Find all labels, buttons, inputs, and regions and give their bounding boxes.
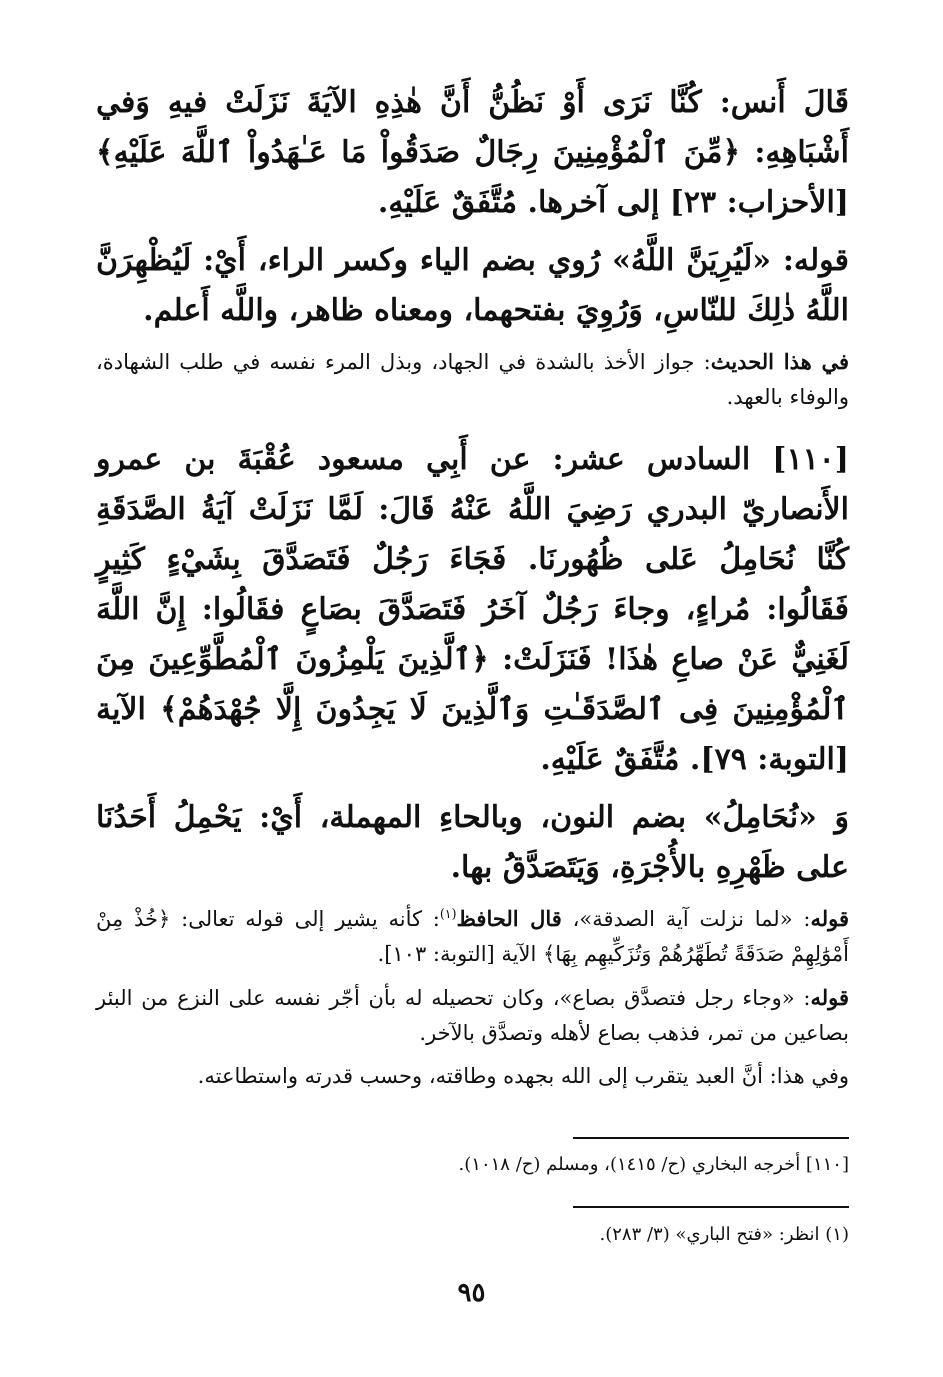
paragraph-text: : «وجاء رجل فتصدَّق بصاع»، وكان تحصيله له بأن أجّر نفسه على النزع من البئر بصاعين من تمر، فذهب بصاع لأهله وتصدَّق بالآخر. (96, 986, 849, 1045)
paragraph-text: : «لما نزلت آية الصدقة»، (561, 907, 811, 931)
hadith-110 (96, 435, 849, 785)
footnote-1: (١) انظر: «فتح الباري» (٣/ ٢٨٣). (599, 1224, 849, 1245)
paragraph-label: قوله (810, 906, 849, 931)
paragraph-text: قَالَ أَنس: كُنَّا نَرَى أَوْ نَظُنُّ أَنَّ هٰذِهِ الآيَةَ نَزَلَتْ فيهِ وَفي أَشْبَاهِهِ: ﴿مِّنَ ٱلْمُؤْمِنِينَ رِجَالٌ صَدَقُواْ مَا عَـٰهَدُواْ ٱللَّهَ عَلَيْهِ﴾ [الأحزاب: ٢٣] إلى آخرها. مُتَّفَقٌ عَلَيْهِ. (96, 85, 849, 220)
footnote-takhrij: [١١٠] أخرجه البخاري (ح/ ١٤١٥)، ومسلم (ح/ ١٠١٨). (458, 1154, 849, 1175)
paragraph-text: [١١٠] السادس عشر: عن أَبِي مسعود عُقْبَةَ بن عمرو الأَنصاريّ البدري رَضِيَ اللَّهُ عَنْهُ قَالَ: لَمَّا نَزَلَتْ آيَةُ الصَّدَقَةِ كُنَّا نُحَامِلُ عَلى ظُهُورنَا. فَجَاءَ رَجُلٌ فَتَصَدَّقَ بِشَيْءٍ كَثِيرٍ فَقَالُوا: مُراءٍ، وجاءَ رَجُلٌ آخَرُ فَتَصَدَّقَ بصَاعٍ فقَالُوا: إِنَّ اللَّهَ لَغَنِيٌّ عَنْ صاعِ هٰذَا! فَنَزَلَتْ: ﴿ٱلَّذِينَ يَلْمِزُونَ ٱلْمُطَّوِّعِينَ مِنَ ٱلْمُؤْمِنِينَ فِى ٱلصَّدَقَـٰتِ وَٱلَّذِينَ لَا يَجِدُونَ إِلَّا جُهْدَهُمْ﴾ الآية [التوبة: ٧٩]. مُتَّفَقٌ عَلَيْهِ. (96, 442, 849, 777)
paragraph-text: قوله: «لَيُرِيَنَّ اللَّهُ» رُوي بضم الياء وكسر الراء، أَيْ: لَيُظْهِرَنَّ اللَّهُ ذٰلِكَ للنّاسِ، وَرُوِيَ بفتحهما، ومعناه ظاهر، واللَّه أَعلم. (96, 243, 849, 328)
paragraph-explanation-layurianna (96, 236, 849, 336)
footnote-divider (573, 1137, 849, 1139)
paragraph-label: في هذا الحديث (710, 349, 849, 374)
paragraph-commentary-hafiz (96, 901, 849, 972)
paragraph-benefits (96, 344, 849, 415)
paragraph-label: قوله (810, 985, 849, 1010)
paragraph-label-hafiz: قال الحافظ (456, 906, 562, 931)
footnote-reference[interactable]: (١) (439, 906, 457, 921)
footnote-divider (573, 1206, 849, 1208)
paragraph-explanation-nuhamil (96, 793, 849, 893)
paragraph-lesson (96, 1059, 849, 1094)
paragraph-text: وَ «نُحَامِلُ» بضم النون، وبالحاءِ المهملة، أَيْ: يَحْمِلُ أَحَدُنَا على ظَهْرِهِ بالأُجْرَةِ، وَيَتَصَدَّقُ بها. (96, 800, 849, 885)
paragraph-commentary-sa (96, 980, 849, 1051)
paragraph-text-continued: : كأنه يشير إلى قوله تعالى: ﴿خُذْ مِنْ أَمْوَٰلِهِمْ صَدَقَةً تُطَهِّرُهُمْ وَتُزَكِّيهِم بِهَا﴾ الآية [التوبة: ١٠٣]. (96, 907, 849, 966)
paragraph-anas-quote (96, 78, 849, 228)
paragraph-text: وفي هذا: أنَّ العبد يتقرب إلى الله بجهده وطاقته، وحسب قدرته واستطاعته. (197, 1064, 849, 1088)
page-number: ٩٥ (457, 1278, 486, 1308)
paragraph-text: : جواز الأخذ بالشدة في الجهاد، وبذل المرء نفسه في طلب الشهادة، والوفاء بالعهد. (96, 350, 849, 409)
